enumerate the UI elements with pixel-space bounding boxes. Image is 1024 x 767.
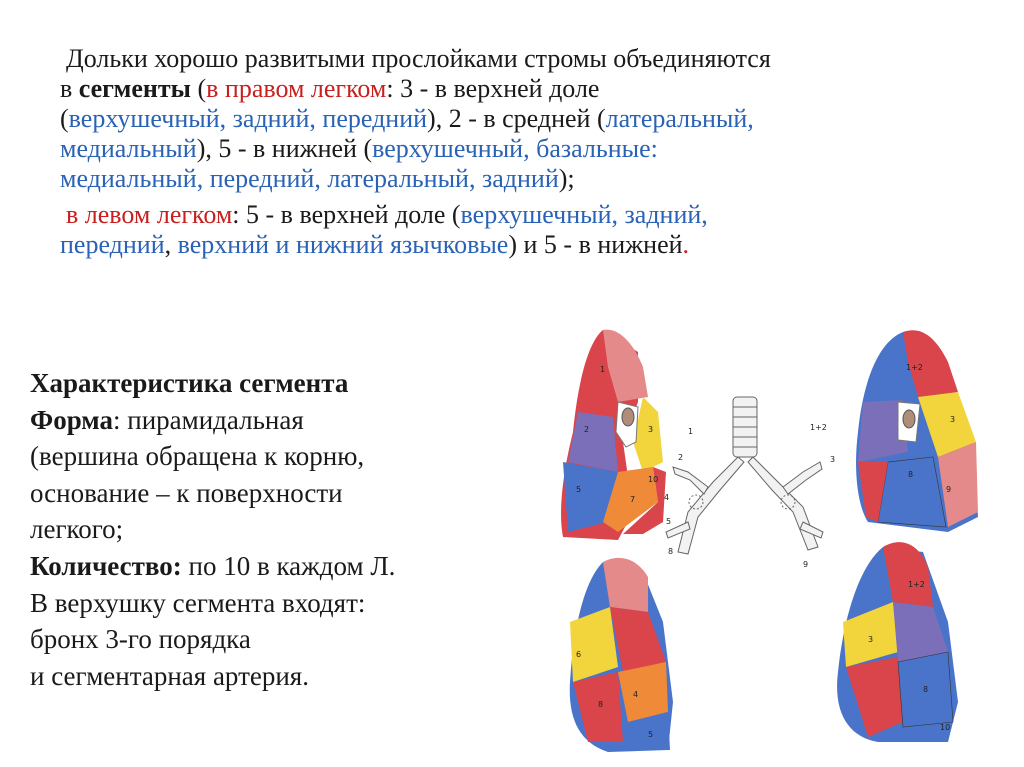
text-run: : 3 - в верхней доле [386,74,600,103]
label-3: 3 [648,425,654,434]
middle-lobe-segment-lateral: латеральный, [605,104,754,133]
label-7: 7 [630,495,636,504]
tree-label-4: 4 [664,493,670,502]
right-upper-bronchus [673,467,708,494]
text-line: легкого; [30,514,124,545]
lower-lobe-segments-a: верхушечный, базальные: [372,134,658,163]
segment-characteristics [30,365,550,694]
tree-label-9: 9 [803,560,809,569]
bronchial-tree [666,397,823,554]
lung-segments-svg [548,322,1024,767]
text-run: ) и 5 - в нижней [508,230,683,259]
left-upper-segments-a: верхушечный, задний, [460,200,708,229]
tree-label-8: 8 [668,547,674,556]
label-1: 1 [600,365,606,374]
label-3-medial: 3 [868,635,874,644]
label-5: 5 [576,485,582,494]
label-2: 2 [584,425,590,434]
text-line: и сегментарная артерия. [30,660,309,691]
text-run: в [60,74,79,103]
lung-segments-illustration [548,322,1024,767]
label-10: 10 [648,475,659,484]
paragraph-right-lung [60,44,990,194]
text-run: ( [190,74,207,103]
bronchus-stump-left [903,410,915,428]
label-1-2-medial: 1+2 [908,580,925,589]
count-line [30,548,550,585]
lingular-segments: верхний и нижний язычковые [177,230,509,259]
text-run: ), 2 - в средней ( [427,104,606,133]
text-run: , [164,230,178,259]
label-8-medial: 8 [598,700,604,709]
count-label: Количество: [30,550,182,581]
form-value: : пирамидальная [113,404,304,435]
tree-label-1-2: 1+2 [810,423,827,432]
term-segments: сегменты [78,74,191,103]
text-run: Дольки хорошо развитыми прослойками стромы объединяются [66,44,771,73]
right-lung-label: в правом легком [206,74,387,103]
text-run: . [682,230,690,259]
left-upper-bronchus [783,462,822,494]
left-lung-medial [837,542,958,742]
label-5-medial: 5 [648,730,654,739]
segments-description [60,44,990,260]
text-line: В верхушку сегмента входят: [30,587,366,618]
label-9-left: 9 [946,485,952,494]
count-value: по 10 в каждом Л. [181,550,396,581]
tree-label-3: 3 [830,455,836,464]
left-lung-label: в левом легком [66,200,233,229]
label-8-medial-left: 8 [923,685,929,694]
text-line: бронх 3-го порядка [30,624,251,655]
tree-label-5: 5 [666,517,672,526]
text-run: ); [558,164,575,193]
left-lung-lateral [856,330,978,532]
label-1-2: 1+2 [906,363,923,372]
upper-lobe-segments: верхушечный, задний, передний [68,104,428,133]
label-8-left: 8 [908,470,914,479]
middle-lobe-segment-medial: медиальный [60,134,197,163]
label-10-medial-left: 10 [940,723,951,732]
text-line: основание – к поверхности [30,477,343,508]
bronchus-stump [622,408,634,426]
text-run: ( [60,104,69,133]
label-4: 4 [633,690,639,699]
lower-lobe-segments-b: медиальный, передний, латеральный, задний [60,164,559,193]
text-run: : 5 - в верхней доле ( [232,200,461,229]
characteristics-heading: Характеристика сегмента [30,368,349,398]
left-upper-segments-b: передний [60,230,165,259]
form-line [30,402,550,439]
right-lung-lateral [561,330,666,540]
text-line: (вершина обращена к корню, [30,441,365,472]
tree-label-2: 2 [678,453,684,462]
text-run: ), 5 - в нижней ( [196,134,373,163]
right-lung-medial [570,558,673,752]
paragraph-left-lung [60,200,990,260]
form-label: Форма [30,404,114,435]
tree-label-1: 1 [688,427,694,436]
segment-apex-medial [603,558,648,612]
label-6: 6 [576,650,582,659]
label-3-left: 3 [950,415,956,424]
